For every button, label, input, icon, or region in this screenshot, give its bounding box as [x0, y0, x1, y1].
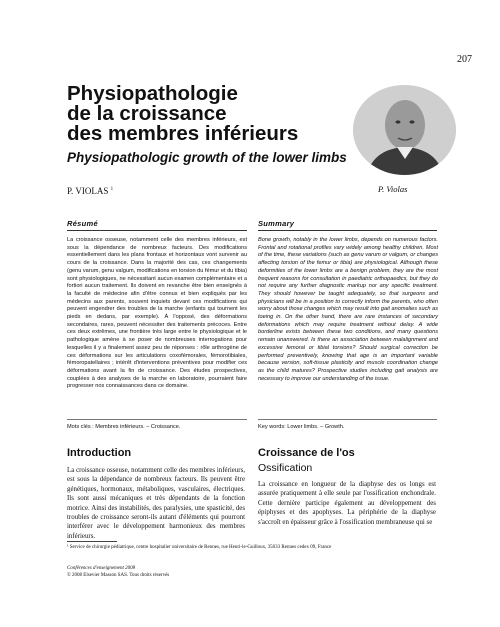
author-affiliation-mark: 1	[110, 187, 114, 192]
introduction-heading: Introduction	[67, 447, 132, 459]
author-name	[67, 186, 113, 196]
keywords-french: Mots clés : Membres inférieurs. – Croissance.	[67, 424, 181, 430]
title-line: de la croissance	[67, 102, 227, 125]
keywords-english: Key words: Lower limbs. – Growth.	[258, 424, 345, 430]
title-line: Physiopathologie	[67, 82, 238, 105]
summary-heading: Summary	[258, 219, 295, 228]
divider	[258, 230, 437, 231]
page-number: 207	[457, 54, 472, 65]
divider	[67, 230, 247, 231]
title-line: des membres inférieurs	[67, 122, 299, 145]
portrait-caption: P. Violas	[378, 184, 408, 194]
author-text: P. VIOLAS	[67, 186, 109, 196]
article-subtitle: Physiopathologic growth of the lower limbs	[67, 150, 347, 165]
summary-abstract: Bone growth, notably in the lower limbs, depends on numerous factors. Frontal and rotational profiles vary widely among healthy children. Most of the time, these variations (such as genu varum or valgum, or changes affecting torsion of the femur or tibia) are physiological. Although these deformities of the lower limbs are a benign problem, they are the most frequent reasons for consultation in paediatric orthopaedics, but they do not require any further diagnostic markup nor any specific treatment. They should however be taught adequately, so that surgeons and physicians will be in a position to correctly inform the parents, who often worry about those changes which may result into gait anomalies such as toeing in. On the other hand, there are rare instances of secondary deformations which may require treatment without delay. A wide borderline exists between these two conditions, and many questions remain unanswered. Is there an association between malalignment and excessive femoral or tibial torsions? Should surgical correction be performed preventively, knowing that age is an important variable because version, soft-tissue plasticity and muscle coordination change as the child matures? Prospective studies including gait analysis are necessary to improve our understanding of the issue.	[258, 237, 438, 382]
ossification-text: La croissance en longueur de la diaphyse des os longs est assurée pratiquement à elle seule par l'ossification enchondrale. Cette dernière participe également au développement des épiphyses et des apophyses. La périphérie de la diaphyse s'accroît en épaisseur grâce à l'ossification membraneuse qui se	[258, 481, 436, 526]
section-subheading: Ossification	[258, 462, 313, 474]
footnote-divider	[67, 541, 117, 542]
affiliation-footnote: ¹ Service de chirurgie pédiatrique, centre hospitalier universitaire de Rennes, rue Henri-le-Guilloux, 35033 Rennes cedex 09, France	[67, 545, 332, 550]
section-heading: Croissance de l'os	[258, 447, 355, 459]
journal-name: Conférences d'enseignement 2008	[67, 566, 136, 571]
article-title	[67, 84, 367, 144]
portrait-image	[353, 85, 456, 175]
resume-heading: Résumé	[67, 219, 98, 228]
introduction-text: La croissance osseuse, notamment celle des membres inférieurs, est sous la dépendance de nombreux facteurs. Ils peuvent être génétiques, hormonaux, métaboliques, vasculaires, électriques. Ils sont aussi mécaniques et très dépendants de la fonction motrice. Ainsi des instabilités, des paralysies, une spasticité, des troubles de croissance seront-ils autant d'éléments qui pourront interférer avec le développement harmonieux des membres inférieurs.	[67, 467, 245, 540]
resume-abstract: La croissance osseuse, notamment celle des membres inférieurs, est sous la dépendance de nombreux facteurs. Des modifications essentiellement dans les plans frontaux et horizontaux vont survenir au cours de la croissance. Dans la majorité des cas, ces changements (genu varum, genu valgum, modifications en torsion du fémur et du tibia) sont physiologiques, ne nécessitant aucun examen complémentaire et a fortiori aucun traitement. Ils doivent en revanche être bien enseignés à la faculté de médecine afin d'être connus et bien expliqués par les médecins aux parents, souvent inquiets devant ces modifications qui peuvent engendrer des troubles de la marche (enfants qui tournent les pieds en dedans, par exemple). À l'opposé, des déformations secondaires, rares, peuvent nécessiter des traitements précoces. Entre ces deux extrêmes, une frontière très large entre le physiologique et le pathologique amène à se poser de nombreuses interrogations pour lesquelles il y a finalement assez peu de réponses : rôle arthrogène de ces déformations sur les articulations coxofémorales, fémorotibiales, fémoropatellaires ; intérêt d'interventions préventives pour modifier ces déformations avant la fin de croissance. Des études prospectives, couplées à des analyses de la marche en laboratoire, pourraient faire progresser nos connaissances dans ce domaine.	[67, 237, 247, 390]
author-portrait	[353, 85, 456, 175]
copyright-notice: © 2008 Elsevier Masson SAS. Tous droits réservés	[67, 573, 170, 578]
divider	[67, 419, 247, 420]
divider	[258, 419, 437, 420]
